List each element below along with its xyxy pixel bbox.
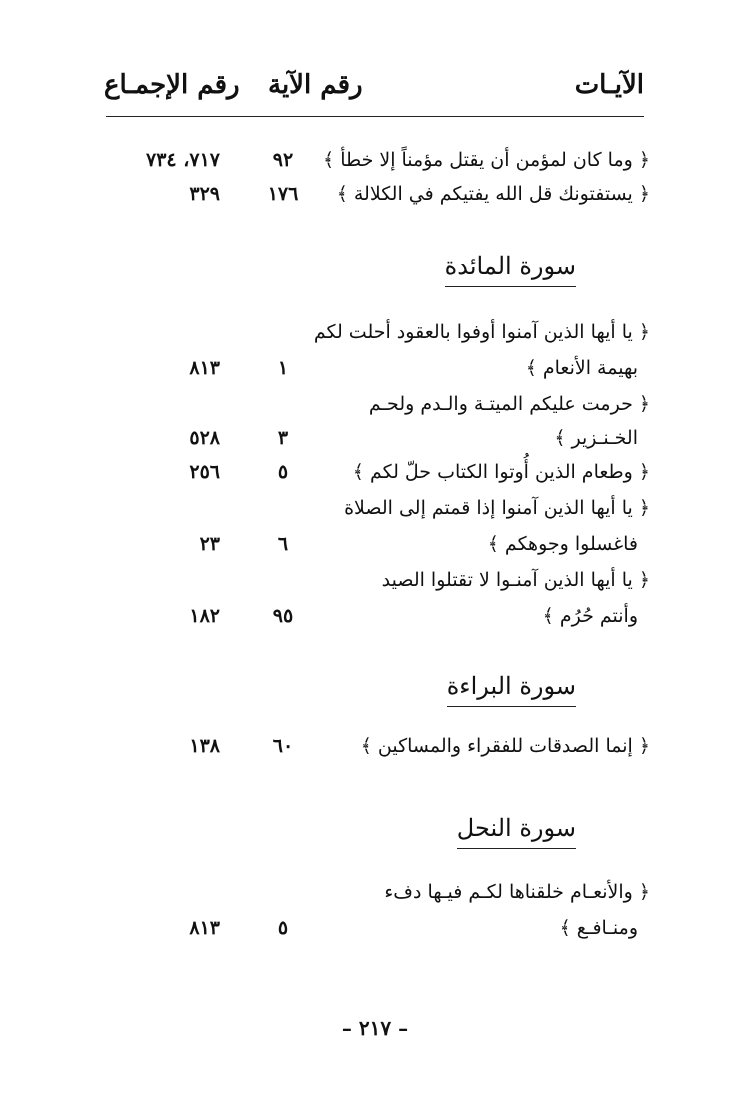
verse-text: ﴿ حرمت عليكم الميتـة والـدم ولحـم (368, 393, 650, 415)
ijma-number: ٣٢٩ (189, 183, 220, 205)
verse-text: ﴿ وطعام الذين أُوتوا الكتاب حلّ لكم ﴾ (352, 461, 650, 483)
verse-text: الخـنـزير ﴾ (554, 427, 638, 449)
verse-text: ﴿ إنما الصدقات للفقراء والمساكين ﴾ (360, 735, 650, 757)
table-row (0, 874, 750, 910)
table-row (0, 176, 750, 212)
table-row (0, 350, 750, 386)
table-row (0, 386, 750, 422)
table-row (0, 454, 750, 490)
verse-text: ﴿ يا أيها الذين آمنوا أوفوا بالعقود أحلت لكم (313, 321, 650, 343)
verse-text: ﴿ يا أيها الذين آمنوا إذا قمتم إلى الصلاة (344, 497, 650, 519)
ijma-number: ٨١٣ (189, 357, 220, 379)
verse-text: فاغسلوا وجوهكم ﴾ (487, 533, 638, 555)
ijma-number: ٢٣ (199, 533, 220, 555)
verse-number: ٩٥ (272, 605, 294, 627)
ijma-number: ٧١٧، ٧٣٤ (146, 149, 220, 171)
verse-number: ٥ (277, 917, 289, 939)
verse-text: ومنـافـع ﴾ (559, 917, 638, 939)
verse-text: ﴿ وما كان لمؤمن أن يقتل مؤمناً إلا خطأ ﴾ (323, 149, 650, 171)
verse-text: بهيمة الأنعام ﴾ (525, 357, 638, 379)
table-row (0, 728, 750, 764)
surah-title-nahl: سورة النحل (457, 814, 576, 849)
verse-number: ٥ (277, 461, 289, 483)
header-verses: الآيـات (574, 70, 644, 100)
verse-number: ٦٠ (272, 735, 294, 757)
surah-title-baraah: سورة البراءة (447, 672, 576, 707)
table-row (0, 562, 750, 598)
verse-text: وأنتم حُرُم ﴾ (542, 605, 638, 627)
verse-number: ١٧٦ (267, 183, 299, 205)
ijma-number: ٥٢٨ (189, 427, 220, 449)
verse-text: ﴿ يستفتونك قل الله يفتيكم في الكلالة ﴾ (336, 183, 650, 205)
table-row (0, 526, 750, 562)
verse-text: ﴿ يا أيها الذين آمنـوا لا تقتلوا الصيد (381, 569, 650, 591)
ijma-number: ٢٥٦ (189, 461, 220, 483)
table-row (0, 420, 750, 456)
header-verse-number: رقم الآية (268, 70, 363, 100)
table-row (0, 910, 750, 946)
verse-number: ١ (277, 357, 289, 379)
table-row (0, 314, 750, 350)
verse-number: ٦ (277, 533, 289, 555)
header-ijma-number: رقم الإجمـاع (104, 70, 240, 100)
table-row (0, 142, 750, 178)
ijma-number: ١٨٢ (189, 605, 220, 627)
verse-number: ٩٢ (272, 149, 294, 171)
verse-number: ٣ (277, 427, 289, 449)
table-row (0, 598, 750, 634)
surah-title-maidah: سورة المائدة (445, 252, 576, 287)
verse-text: ﴿ والأنعـام خلقناها لكـم فيـها دفء (384, 881, 650, 903)
table-row (0, 490, 750, 526)
header-divider (106, 116, 644, 117)
ijma-number: ١٣٨ (189, 735, 220, 757)
page-number: – ٢١٧ – (341, 1016, 409, 1040)
ijma-number: ٨١٣ (189, 917, 220, 939)
